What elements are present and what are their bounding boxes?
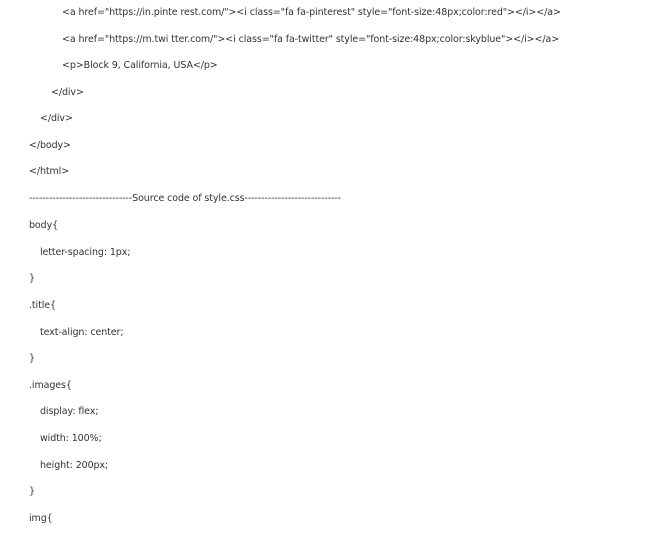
css-line-display-flex: display: flex; xyxy=(40,406,99,417)
code-line-html-close: </html> xyxy=(29,166,70,177)
css-line-letter-spacing: letter-spacing: 1px; xyxy=(40,247,131,258)
code-line-twitter-link: <a href="https://m.twi tter.com/"><i class="fa fa-twitter" style="font-size:48px;color:skyblue"></i></a> xyxy=(62,34,560,45)
css-line-brace-close: } xyxy=(29,486,35,497)
code-line-div-close: </div> xyxy=(51,87,84,98)
css-line-title-selector: .title{ xyxy=(29,300,56,311)
css-line-brace-close: } xyxy=(29,353,35,364)
css-line-images-selector: .images{ xyxy=(29,380,72,391)
css-line-height: height: 200px; xyxy=(40,460,109,471)
code-line-body-close: </body> xyxy=(29,140,71,151)
code-line-pinterest-link: <a href="https://in.pinte rest.com/"><i class="fa fa-pinterest" style="font-size:48px;color:red"></i></a> xyxy=(62,7,561,18)
css-line-img-selector: img{ xyxy=(29,513,53,524)
css-line-text-align: text-align: center; xyxy=(40,327,124,338)
css-line-brace-close: } xyxy=(29,273,35,284)
css-line-width: width: 100%; xyxy=(40,433,102,444)
css-line-body-selector: body{ xyxy=(29,220,59,231)
code-line-address-paragraph: <p>Block 9, California, USA</p> xyxy=(62,60,218,71)
section-divider-style-css: -------------------------------Source code of style.css----------------------------- xyxy=(29,193,341,204)
code-line-div-close: </div> xyxy=(40,113,73,124)
